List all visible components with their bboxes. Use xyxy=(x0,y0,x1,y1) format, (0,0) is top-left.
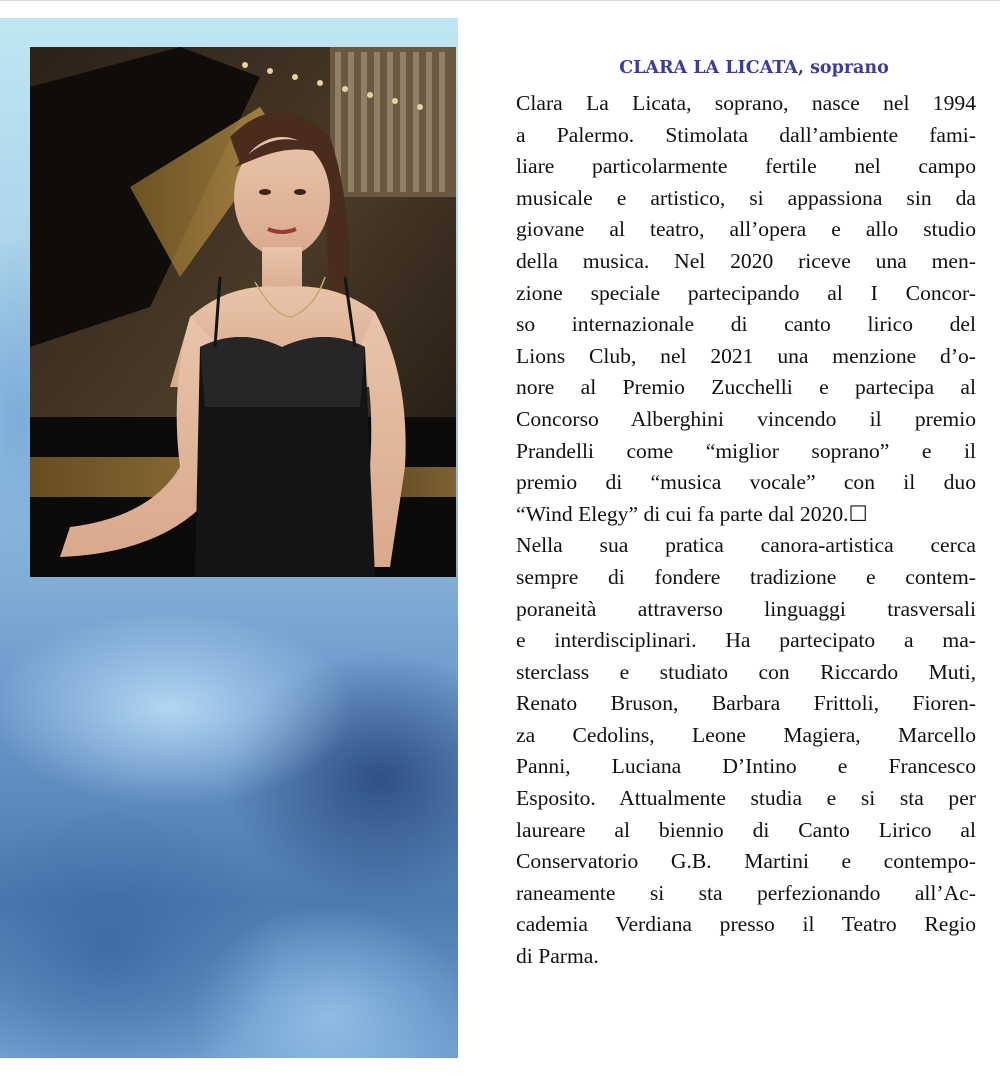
biography-line: laureare al biennio di Canto Lirico al xyxy=(516,817,976,842)
biography-line: e interdisciplinari. Ha partecipato a ma- xyxy=(516,628,976,653)
biography-line: Prandelli come “miglior soprano” e il xyxy=(516,438,976,463)
biography-line: Esposito. Attualmente studia e si sta per xyxy=(516,786,976,811)
top-rule xyxy=(0,0,1000,1)
biography-line: raneamente si sta perfezionando all’Ac- xyxy=(516,880,976,905)
biography-line: liare particolarmente fertile nel campo xyxy=(516,154,976,179)
biography-line: premio di “musica vocale” con il duo xyxy=(516,470,976,495)
biography-line: giovane al teatro, all’opera e allo studio xyxy=(516,217,976,242)
biography-line: “Wind Elegy” di cui fa parte dal 2020.☐ xyxy=(516,501,868,526)
biography-line: di Parma. xyxy=(516,944,599,969)
biography-line: Panni, Luciana D’Intino e Francesco xyxy=(516,754,976,779)
biography-line: Nella sua pratica canora-artistica cerca xyxy=(516,533,976,558)
page-title: CLARA LA LICATA, soprano xyxy=(619,58,889,78)
biography-line: a Palermo. Stimolata dall’ambiente fami- xyxy=(516,122,976,147)
biography-line: Clara La Licata, soprano, nasce nel 1994 xyxy=(516,91,976,115)
biography-column xyxy=(516,52,976,973)
biography-line: musicale e artistico, si appassiona sin da xyxy=(516,185,976,210)
biography-line: Lions Club, nel 2021 una menzione d’o- xyxy=(516,343,976,368)
biography-line: sempre di fondere tradizione e contem- xyxy=(516,564,976,589)
biography-line: zione speciale partecipando al I Concor- xyxy=(516,280,976,305)
biography-line: poraneità attraverso linguaggi trasversali xyxy=(516,596,976,621)
biography-line: Concorso Alberghini vincendo il premio xyxy=(516,406,976,431)
biography-line: za Cedolins, Leone Magiera, Marcello xyxy=(516,722,976,747)
biography-line: so internazionale di canto lirico del xyxy=(516,312,976,337)
biography-line: cademia Verdiana presso il Teatro Regio xyxy=(516,912,976,937)
biography-line: nore al Premio Zucchelli e partecipa al xyxy=(516,375,976,400)
biography-line: della musica. Nel 2020 riceve una men- xyxy=(516,248,976,273)
biography-line: Renato Bruson, Barbara Frittoli, Fioren- xyxy=(516,691,976,716)
biography-line: sterclass e studiato con Riccardo Muti, xyxy=(516,659,976,684)
portrait-illustration xyxy=(30,47,456,577)
biography-text xyxy=(516,88,976,973)
biography-line: Conservatorio G.B. Martini e contempo- xyxy=(516,849,976,874)
portrait-photo xyxy=(30,47,456,577)
